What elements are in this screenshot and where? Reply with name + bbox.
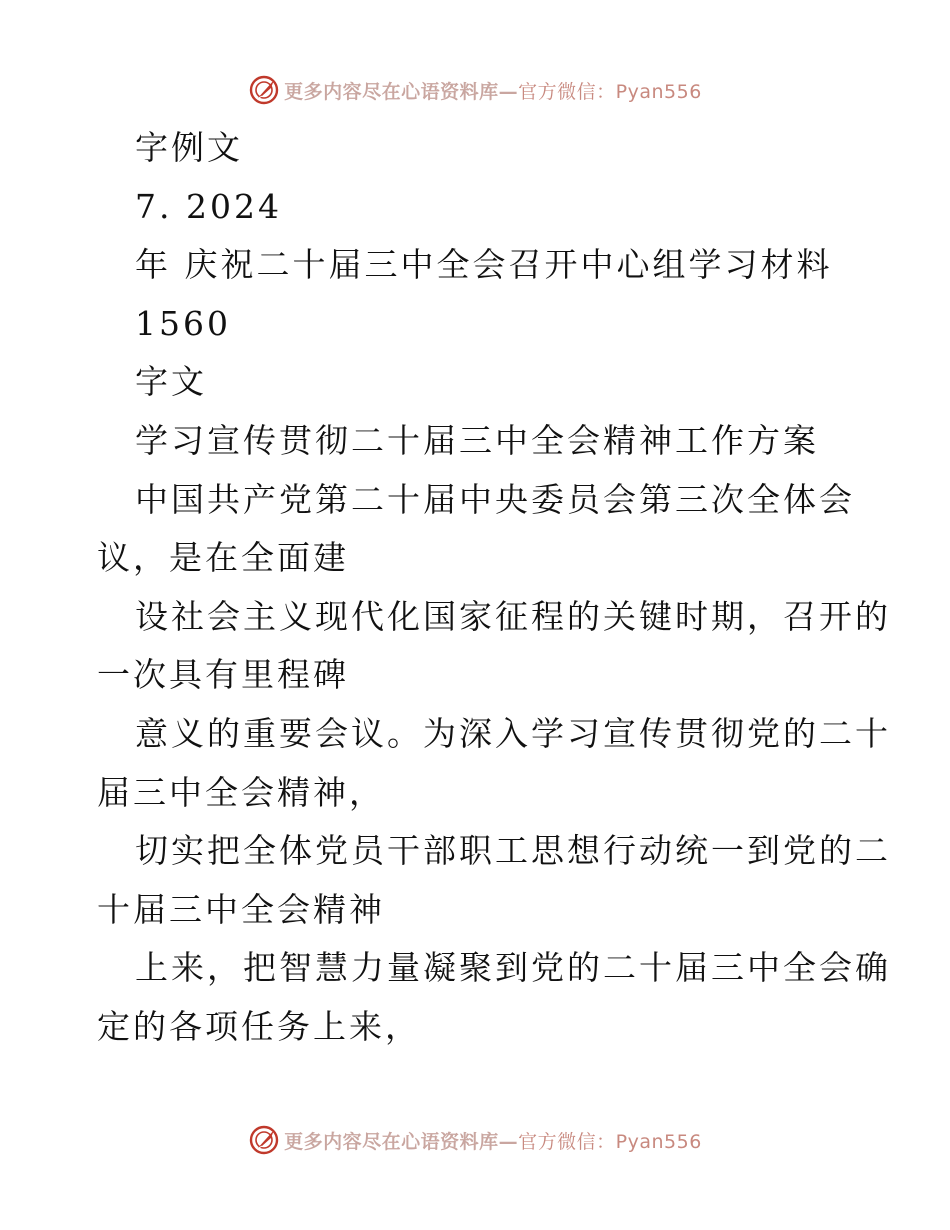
- footer-site-name: 更多内容尽在心语资料库: [284, 1130, 499, 1153]
- body-line: 1560: [135, 303, 231, 343]
- quill-pen-logo-icon: [248, 1124, 280, 1156]
- footer-banner-text: [284, 1127, 702, 1154]
- body-line: 议，是在全面建: [97, 538, 349, 578]
- body-line: 届三中全会精神，: [97, 772, 385, 812]
- body-line: 年 庆祝二十届三中全会召开中心组学习材料: [135, 245, 833, 285]
- body-line: 意义的重要会议。为深入学习宣传贯彻党的二十: [135, 713, 891, 753]
- header-site-name: 更多内容尽在心语资料库: [284, 80, 499, 103]
- header-wechat-id: 官方微信：Pyan556: [518, 80, 702, 103]
- body-line: 设社会主义现代化国家征程的关键时期，召开的: [135, 596, 891, 636]
- footer-wechat-id: 官方微信：Pyan556: [518, 1130, 702, 1153]
- body-line: 字例文: [135, 128, 243, 167]
- body-line: 十届三中全会精神: [97, 889, 385, 929]
- header-banner-text: [284, 77, 702, 104]
- document-body: [97, 119, 897, 1057]
- header-banner: [0, 70, 950, 110]
- header-dash: —: [498, 80, 519, 103]
- body-line: 上来，把智慧力量凝聚到党的二十届三中全会确: [135, 948, 891, 988]
- body-line: 学习宣传贯彻二十届三中全会精神工作方案: [135, 420, 819, 460]
- body-line: 切实把全体党员干部职工思想行动统一到党的二: [135, 831, 891, 871]
- body-line: 7. 2024: [135, 186, 282, 226]
- footer-banner: [0, 1120, 950, 1160]
- body-line: 定的各项任务上来，: [97, 1006, 421, 1046]
- body-line: 一次具有里程碑: [97, 655, 349, 695]
- footer-dash: —: [498, 1130, 519, 1153]
- quill-pen-logo-icon: [248, 74, 280, 106]
- body-line: 中国共产党第二十届中央委员会第三次全体会: [135, 479, 855, 519]
- body-line: 字文: [135, 362, 207, 402]
